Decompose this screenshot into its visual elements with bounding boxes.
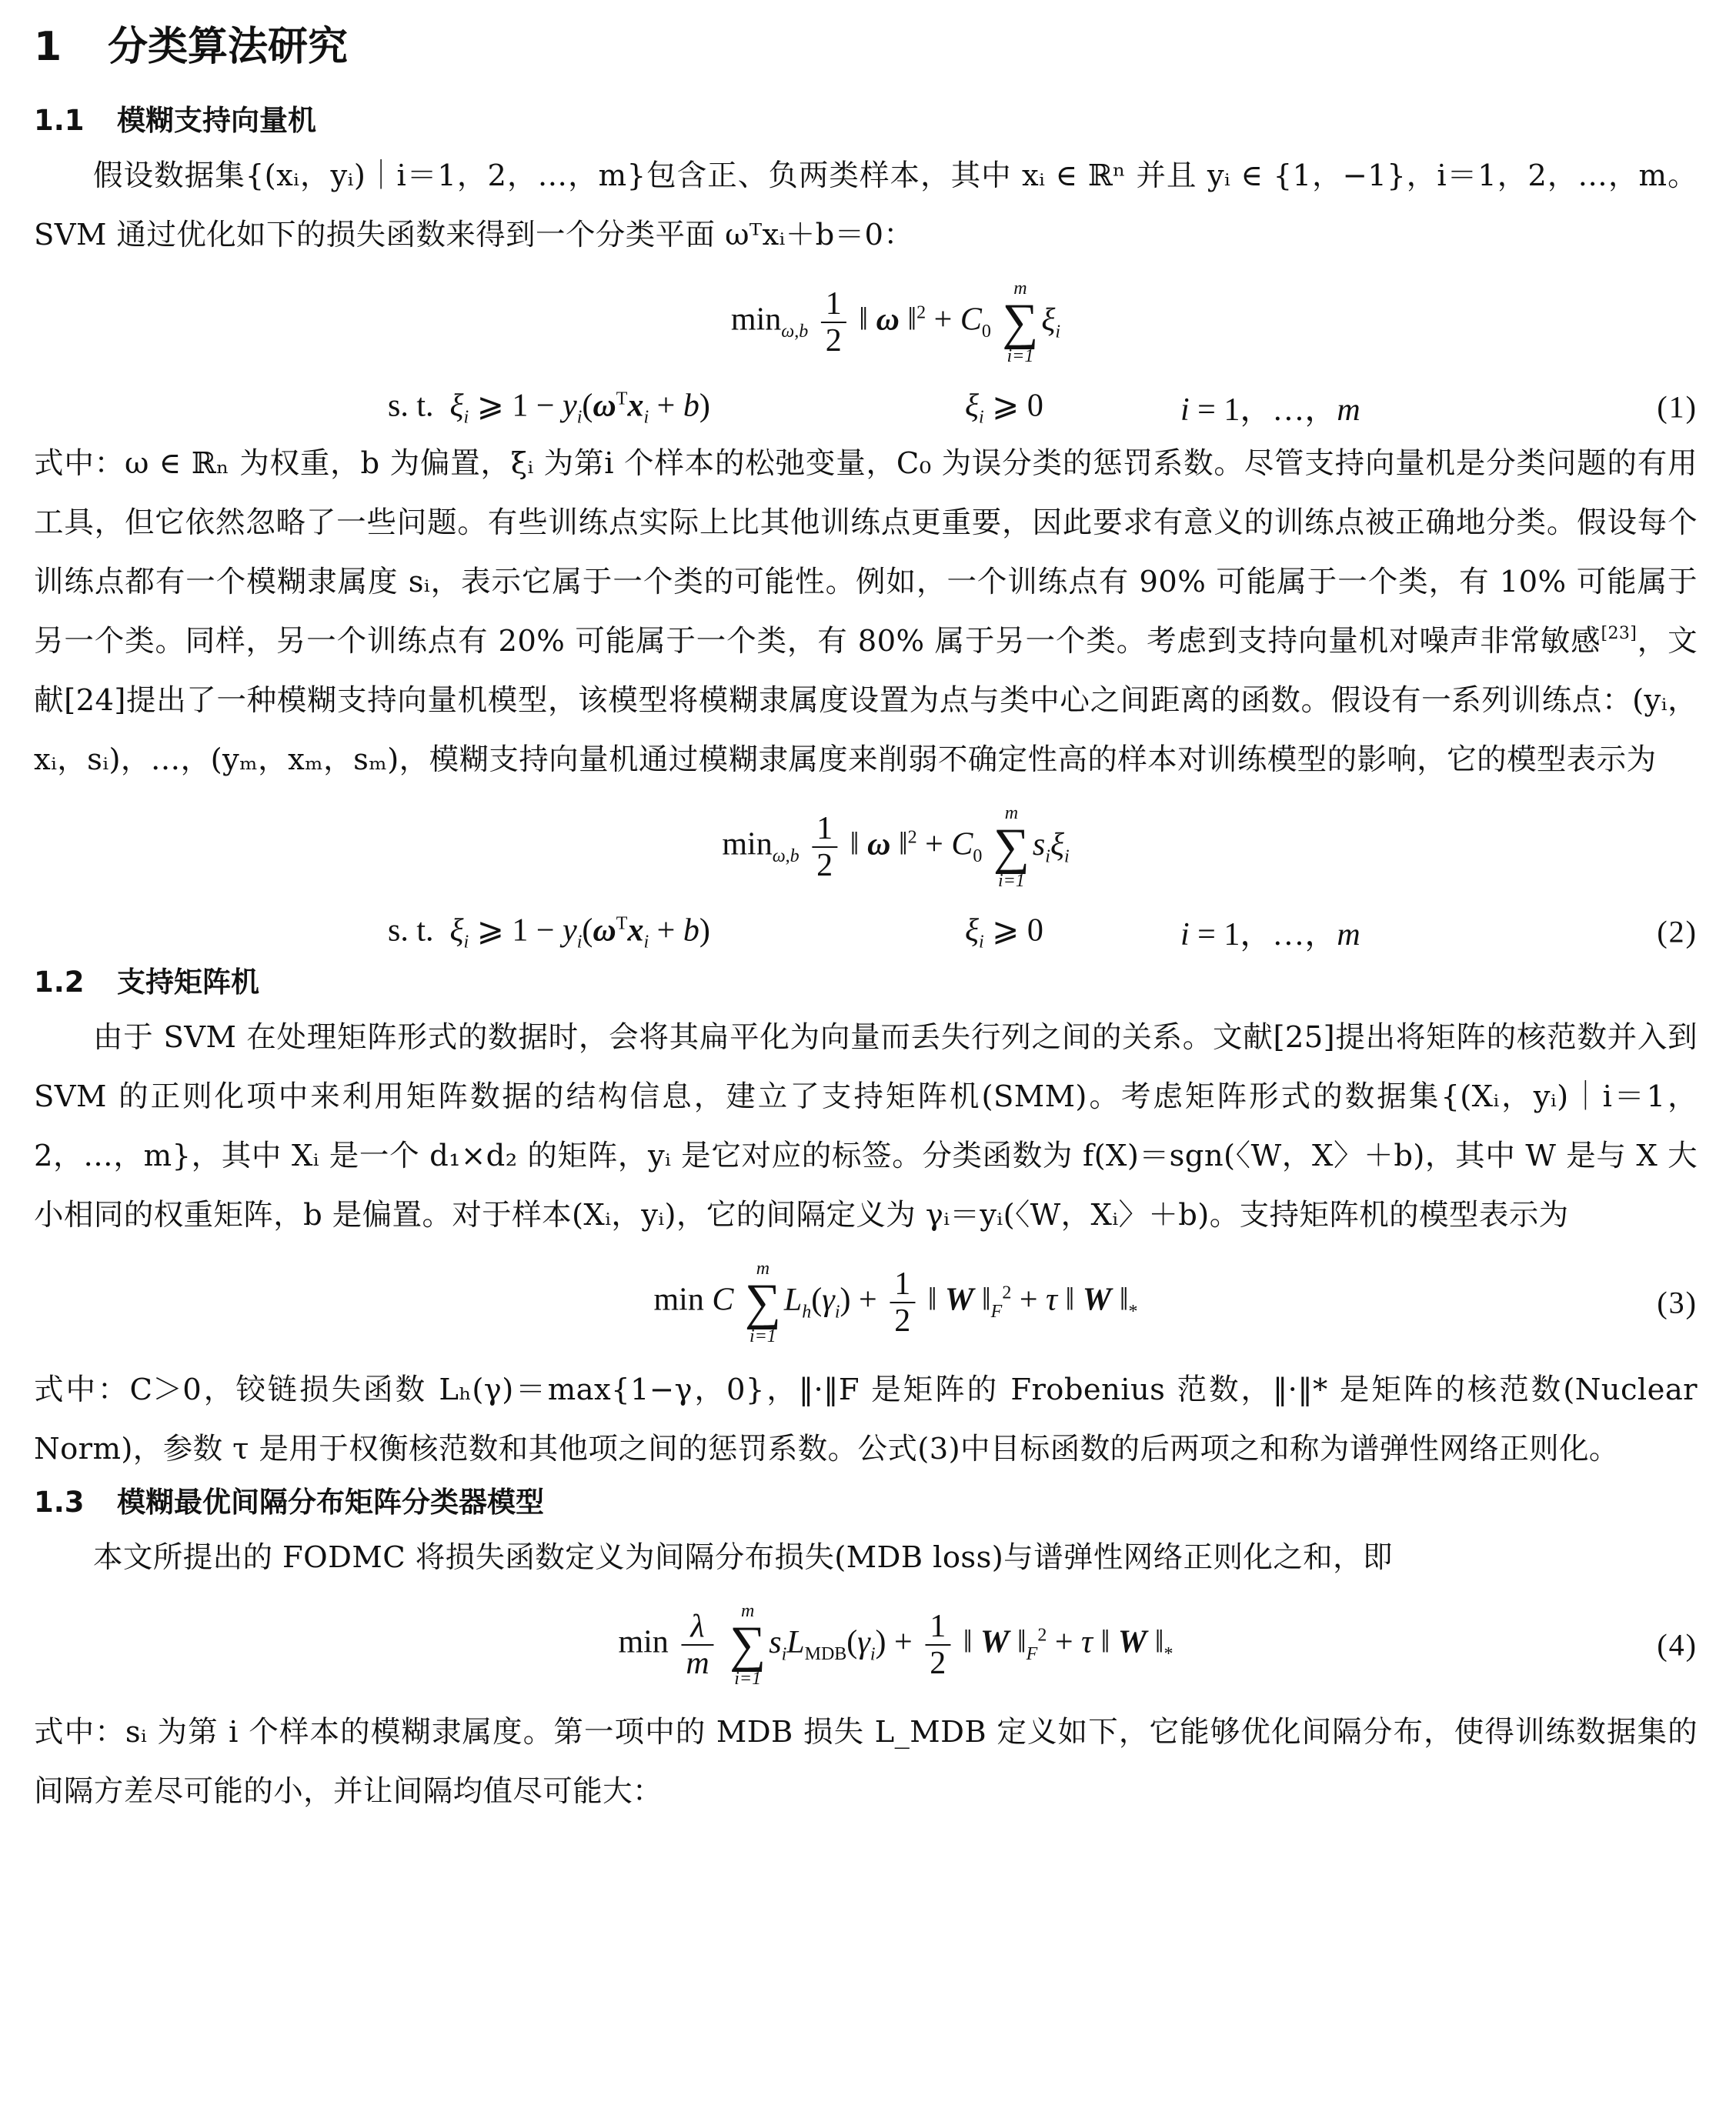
section-heading (34, 20, 1698, 74)
equation-1-objective: $\min_{\omega,b}$ $\frac{1}{2}$ ‖ ω ‖$^2$ + $C_0$ m ∑ i=1 $\xi_i$ (730, 279, 1061, 366)
equation-number-2: (2) (1657, 914, 1698, 949)
equation-number-1: (1) (1657, 389, 1698, 425)
subsection-title: 模糊最优间隔分布矩阵分类器模型 (117, 1486, 544, 1519)
section-number: 1 (34, 24, 62, 70)
equation-3: min C m ∑ i=1 $L_h(\gamma_i)$ + $\frac{1}{2}$ ‖ W $‖_F^2 + \tau$ ‖ W $‖_*$ (3) (653, 1259, 1698, 1346)
section-title: 分类算法研究 (108, 24, 349, 70)
subsection-number: 1.2 (34, 966, 85, 999)
citation-23: [23] (1601, 624, 1638, 643)
paragraph-2 (34, 434, 1698, 789)
equation-2-objective: $\min_{\omega,b}$ $\frac{1}{2}$ ‖ ω ‖$^2$ + $C_0$ m ∑ i=1 $s_i\xi_i$ (722, 803, 1070, 891)
equation-4: min $\frac{\lambda}{m}$ m ∑ i=1 $s_iL_{MDB}(\gamma_i)$ + $\frac{1}{2}$ ‖ W $‖_F^2 + \tau$ ‖ W $‖_*$ (4) (618, 1601, 1698, 1689)
subsection-heading-1-3 (34, 1482, 1698, 1523)
equation-1-constraints: s. t. $\xi_i$ ⩾ $1 - y_i(\omega^Tx_i + b)$ $\xi_i$ ⩾ 0 i = 1，…，m (1) (388, 388, 1698, 428)
subsection-heading-1-2 (34, 962, 1698, 1003)
equation-number-4: (4) (1657, 1627, 1698, 1663)
subsection-heading-1-1 (34, 100, 1698, 142)
subsection-title: 模糊支持向量机 (117, 104, 316, 137)
subsection-number: 1.1 (34, 104, 85, 137)
paragraph-2-text: 式中：ω ∈ ℝₙ 为权重，b 为偏置，ξᵢ 为第i 个样本的松弛变量，C₀ 为误分类的惩罚系数。尽管支持向量机是分类问题的有用工具，但它依然忽略了一些问题。有些训练点实际上比其他训练点更重要，因此要求有意义的训练点被正确地分类。假设每个训练点都有一个模糊隶属度 sᵢ，表示它属于一个类的可能性。例如，一个训练点有 90% 可能属于一个类，有 10% 可能属于另一个类。同样，另一个训练点有 20% 可能属于一个类，有 80% 属于另一个类。考虑到支持向量机对噪声非常敏感 (34, 446, 1698, 659)
equation-2-constraints: s. t. $\xi_i$ ⩾ $1 - y_i(\omega^Tx_i + b)$ $\xi_i$ ⩾ 0 i = 1，…，m (2) (388, 912, 1698, 952)
paragraph-1: 假设数据集{(xᵢ，yᵢ)｜i＝1，2，…，m}包含正、负两类样本，其中 xᵢ ∈ ℝⁿ 并且 yᵢ ∈ {1，−1}，i＝1，2，…，m。SVM 通过优化如下的损失函数来得到一个分类平面 ωᵀxᵢ＋b＝0： (34, 158, 1698, 252)
subsection-title: 支持矩阵机 (117, 966, 259, 999)
paragraph-4: 式中：C＞0，铰链损失函数 Lₕ(γ)＝max{1−γ，0}，‖·‖F 是矩阵的 Frobenius 范数，‖·‖* 是矩阵的核范数(Nuclear Norm)，参数 τ 是用于权衡核范数和其他项之间的惩罚系数。公式(3)中目标函数的后两项之和称为谱弹性网络正则化。 (34, 1373, 1698, 1466)
paragraph-5: 本文所提出的 FODMC 将损失函数定义为间隔分布损失(MDB loss)与谱弹性网络正则化之和，即 (93, 1540, 1393, 1575)
equation-number-3: (3) (1657, 1285, 1698, 1320)
subsection-number: 1.3 (34, 1486, 85, 1519)
paragraph-3: 由于 SVM 在处理矩阵形式的数据时，会将其扁平化为向量而丢失行列之间的关系。文献[25]提出将矩阵的核范数并入到 SVM 的正则化项中来利用矩阵数据的结构信息，建立了支持矩阵机(SMM)。考虑矩阵形式的数据集{(Xᵢ，yᵢ)｜i＝1，2，…，m}，其中 Xᵢ 是一个 d₁×d₂ 的矩阵，yᵢ 是它对应的标签。分类函数为 f(X)＝sgn(〈W，X〉＋b)，其中 W 是与 X 大小相同的权重矩阵，b 是偏置。对于样本(Xᵢ，yᵢ)，它的间隔定义为 γᵢ＝yᵢ(〈W，Xᵢ〉＋b)。支持矩阵机的模型表示为 (34, 1020, 1698, 1233)
paragraph-2-text-rest: ，文献[24]提出了一种模糊支持向量机模型，该模型将模糊隶属度设置为点与类中心之间距离的函数。假设有一系列训练点：(yᵢ，xᵢ，sᵢ)，…，(yₘ，xₘ，sₘ)，模糊支持向量机通过模糊隶属度来削弱不确定性高的样本对训练模型的影响，它的模型表示为 (34, 624, 1698, 777)
paragraph-6: 式中：sᵢ 为第 i 个样本的模糊隶属度。第一项中的 MDB 损失 L_MDB 定义如下，它能够优化间隔分布，使得训练数据集的间隔方差尽可能的小，并让间隔均值尽可能大： (34, 1715, 1698, 1809)
